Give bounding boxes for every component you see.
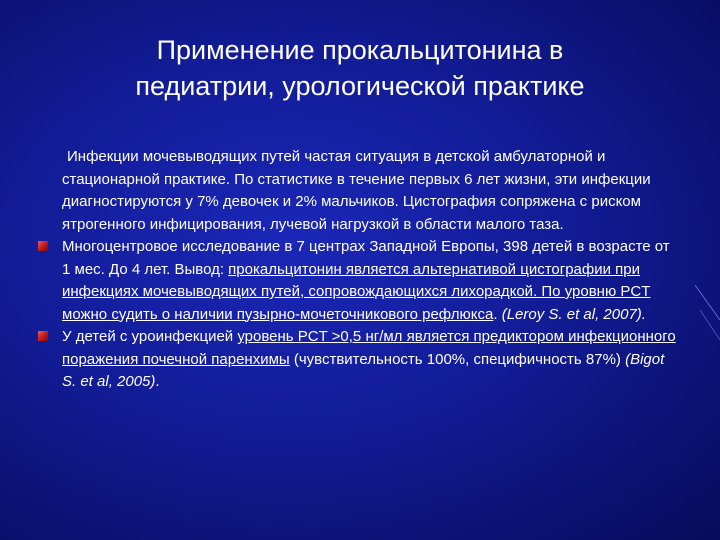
bullet-square-icon: [38, 241, 48, 251]
title-line-2: педиатрии, урологической практике: [135, 71, 585, 101]
predictor-finding: уровень PCT >0,5 нг/мл является предиктором инфекционного поражения почечной паренхимы: [62, 328, 676, 368]
predictor-text: У детей с уроинфекцией: [62, 328, 238, 345]
slide-title: [60, 32, 660, 104]
bullet-square-icon: [38, 331, 48, 341]
bullet-item-pct-predictor: [38, 326, 678, 394]
decorative-lines: [690, 280, 720, 360]
study-citation: (Leroy S. et al, 2007).: [501, 305, 646, 323]
predictor-stats: (чувствительность 100%, специфичность 87%): [289, 350, 626, 368]
paragraph-text: Инфекции мочевыводящих путей частая ситуация в детской амбулаторной и стационарной практике. По статистике в течение первых 6 лет жизни, эти инфекции диагностируются у 7% девочек и 2% мальчиков. Цистография сопряжена с риском ятрогенного инфицирования, лучевой нагрузкой в области малого таза.: [62, 148, 651, 233]
bullet-item-multicenter-study: [38, 236, 678, 326]
predictor-citation: (Bigot S. et al, 2005): [62, 350, 665, 390]
slide-body: [38, 146, 678, 394]
study-conclusion: прокальцитонин является альтернативой цистографии при инфекциях мочевыводящих путей, сопровождающихся лихорадкой. По уровню PCT можно судить о наличии пузырно-мочеточникового рефлюкса: [62, 260, 651, 323]
paragraph-uti-statistics: [38, 146, 678, 236]
study-separator: .: [493, 305, 502, 323]
predictor-end: .: [155, 373, 160, 390]
title-line-1: Применение прокальцитонина в: [156, 35, 564, 65]
study-text: Многоцентровое исследование в 7 центрах Западной Европы, 398 детей в возрасте от 1 мес. До 4 лет. Вывод:: [62, 238, 670, 278]
